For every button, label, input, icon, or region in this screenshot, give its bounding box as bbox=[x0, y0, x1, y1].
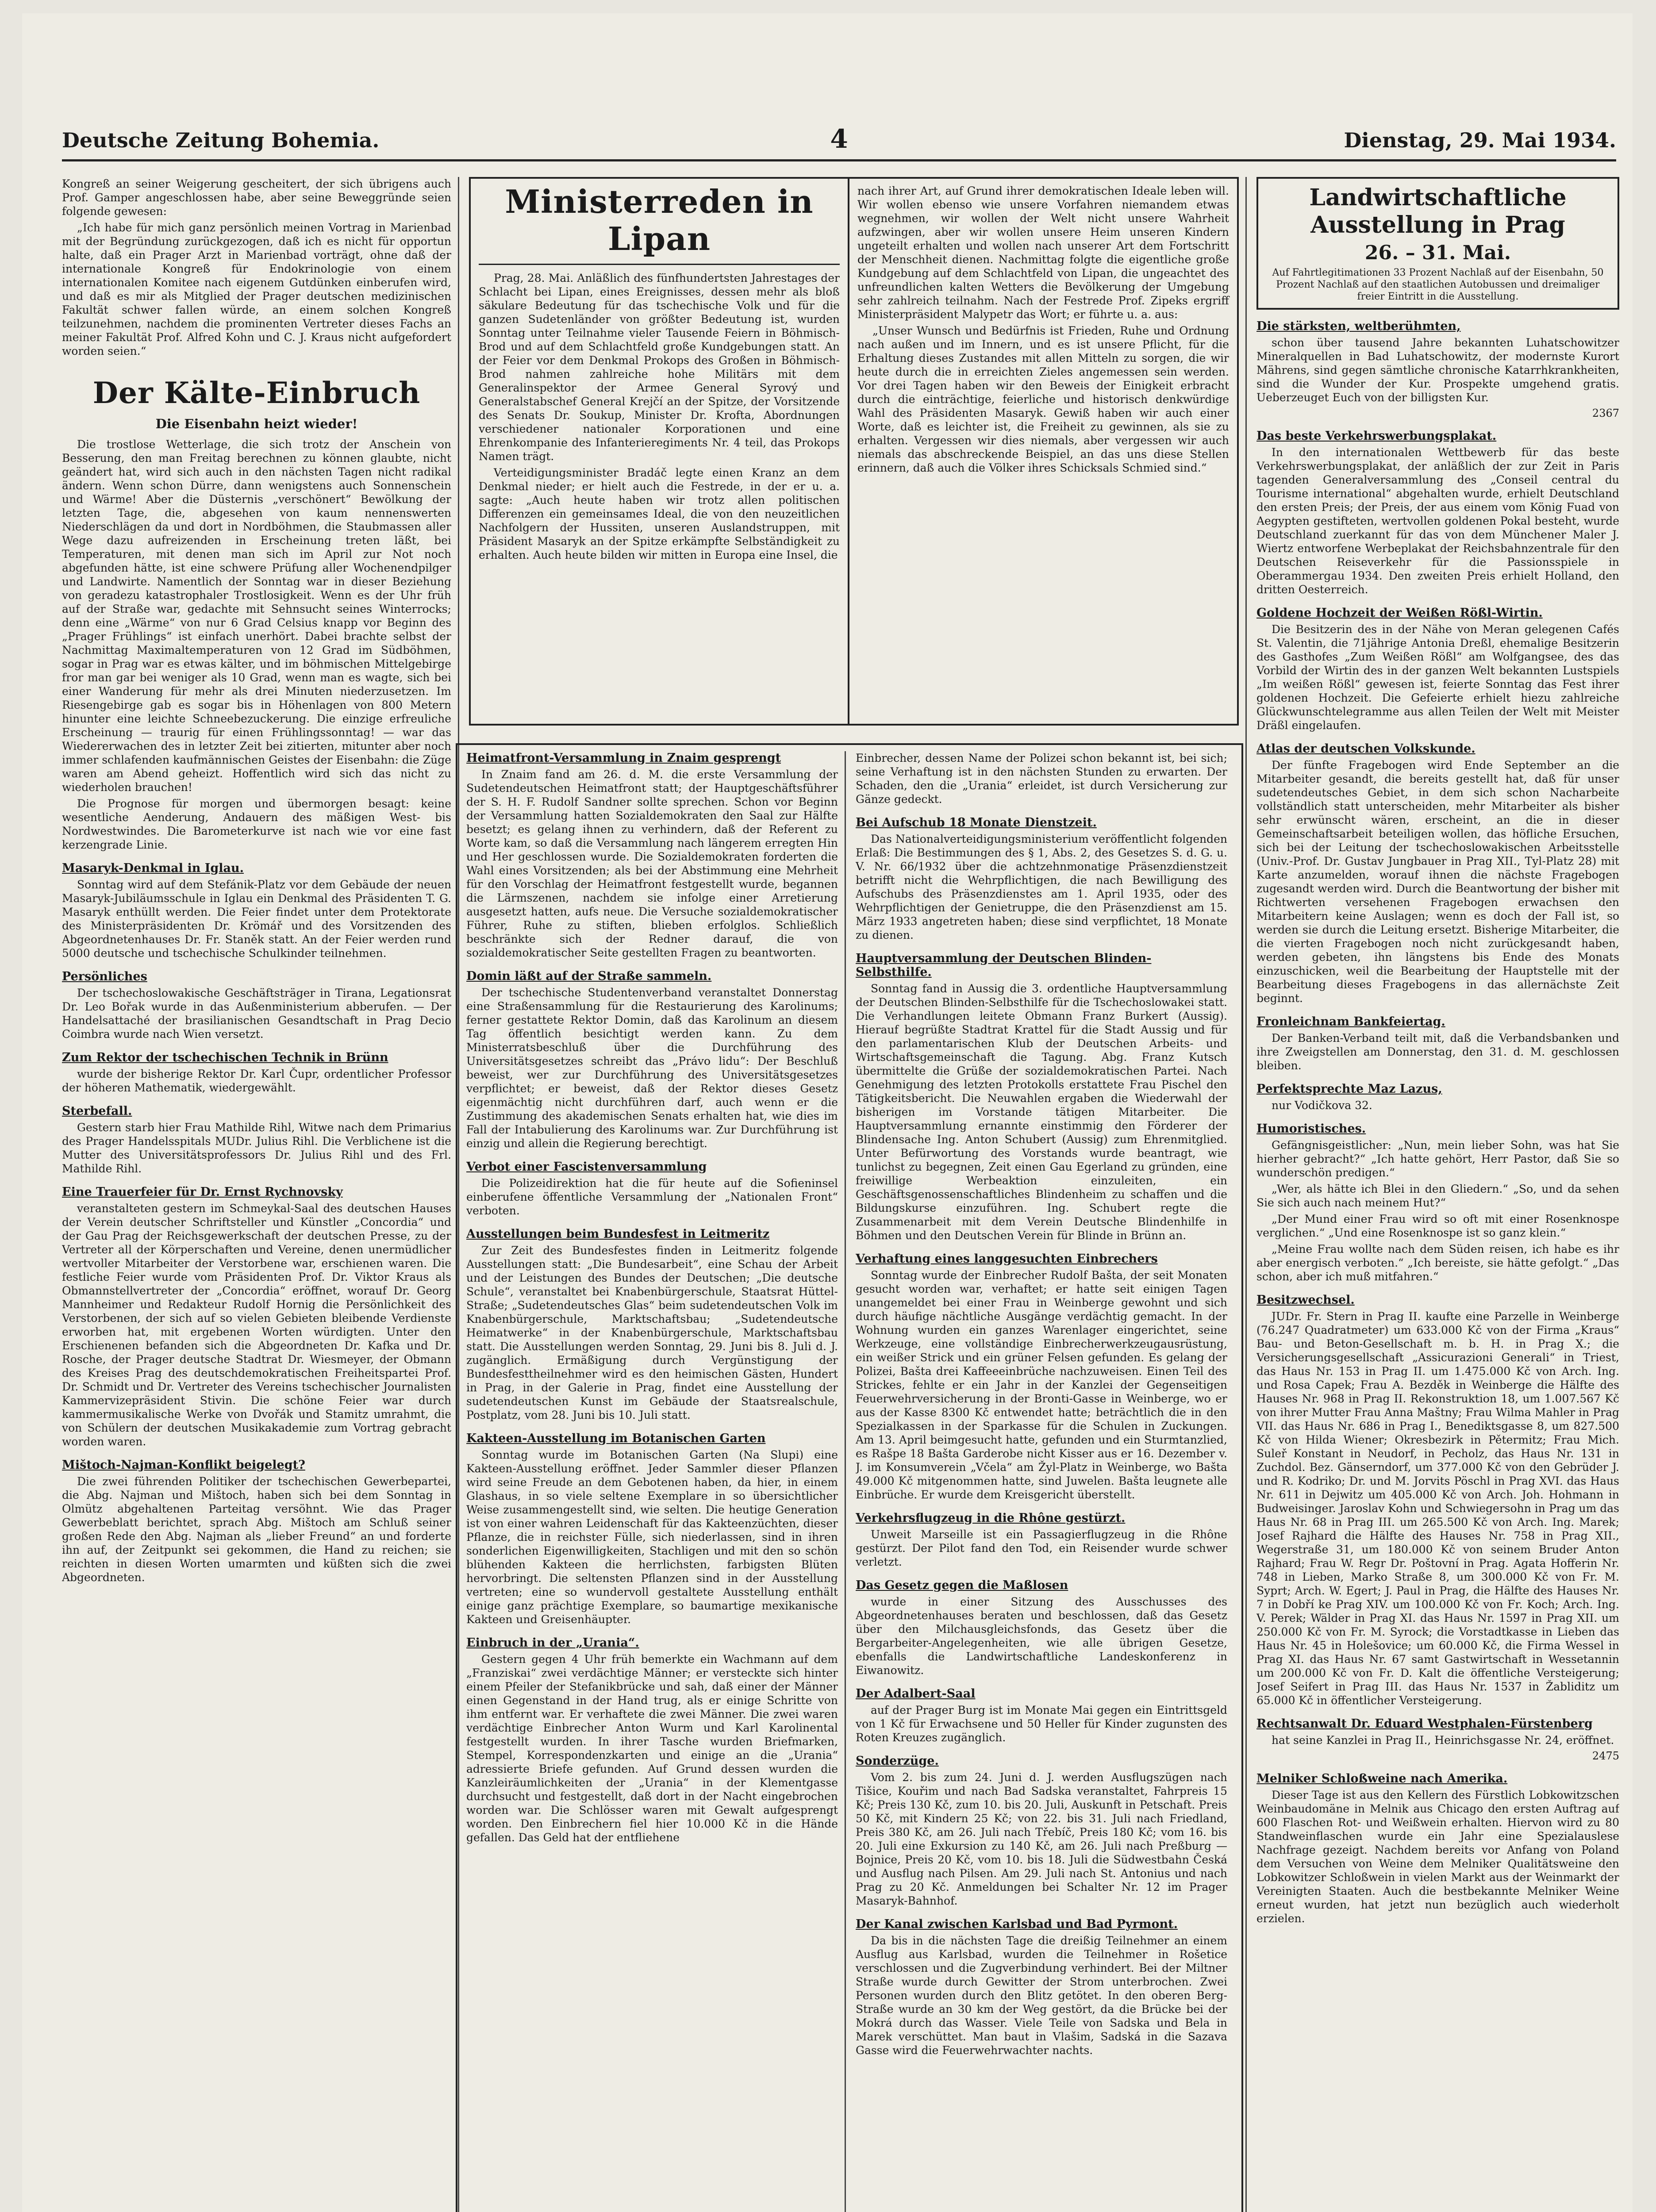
brief-text: nur Vodičkova 32. bbox=[1272, 1099, 1372, 1112]
article-paragraph: wurde der bisherige Rektor Dr. Karl Čupr, ordentlicher Professor der höheren Mathematik, wiedergewählt. bbox=[62, 1068, 451, 1094]
headline-brief: Humoristisches. bbox=[1256, 1122, 1366, 1136]
headline-brief: Ausstellungen beim Bundesfest in Leitmeritz bbox=[466, 1227, 770, 1241]
masthead bbox=[62, 124, 1616, 161]
column-4 bbox=[1256, 177, 1619, 2212]
headline-rector: Zum Rektor der tschechischen Technik in Brünn bbox=[62, 1051, 388, 1064]
ad-title: Landwirtschaftliche Ausstellung in Prag bbox=[1309, 184, 1567, 238]
brief-text: In den internationalen Wettbewerb für das beste Verkehrswerbungsplakat, der anläßlich der zur Zeit in Paris tagenden Generalversammlung des „Conseil central du Tourisme international“ abgehalten wurde, erhielt Deutschland den ersten Preis; der Preis, der aus einem vom König Fuad von Aegypten gestifteten, wertvollen goldenen Pokal besteht, wurde Deutschland zuerkannt für das von dem Münchener Maler J. Wiertz entworfene Werbeplakat der Reichsbahnzentrale für den Deutschen Reiseverkehr für die Passionsspiele in Oberammergau 1934. Den zweiten Preis erhielt Holland, den dritten Oesterreich. bbox=[1256, 446, 1619, 596]
column-divider bbox=[845, 751, 846, 2212]
issue-date: Dienstag, 29. Mai 1934. bbox=[1344, 128, 1616, 152]
ad-note: Auf Fahrtlegitimationen 33 Prozent Nachlaß auf der Eisenbahn, 50 Prozent Nachlaß auf den staatlichen Autobussen und dreimaliger freier Eintritt in die Ausstellung. bbox=[1272, 267, 1604, 302]
headline-brief: Verhaftung eines langgesuchten Einbrechers bbox=[856, 1252, 1158, 1266]
brief-text: Das Nationalverteidigungsministerium veröffentlicht folgenden Erlaß: Die Bestimmungen des § 1, Abs. 2, des Gesetzes S. d. G. u. V. Nr. 66/1932 über die achtzehnmonatige Präsenzdienstzeit betrifft nicht die Wehrpflichtigen, die nach Bewilligung des Aufschubs des Präsenzdienstes am 1. April 1935, oder des Wehrpflichtigen der Genietruppe, die den Präsenzdienst am 15. März 1933 angetreten haben; diese sind verpflichtet, 18 Monate zu dienen. bbox=[856, 833, 1227, 941]
brief-text: Einbrecher, dessen Name der Polizei schon bekannt ist, bei sich; seine Verhaftung ist in den nächsten Stunden zu erwarten. Der Schaden, den die „Urania“ erleidet, ist durch Versicherung zur Gänze gedeckt. bbox=[856, 752, 1227, 806]
column-divider bbox=[1245, 177, 1247, 2212]
headline-brief: Kakteen-Ausstellung im Botanischen Garten bbox=[466, 1432, 766, 1445]
headline-brief: Die stärksten, weltberühmten, bbox=[1256, 319, 1461, 333]
subheadline-cold: Die Eisenbahn heizt wieder! bbox=[155, 416, 358, 431]
article-paragraph: Die zwei führenden Politiker der tschechischen Gewerbepartei, die Abg. Najman und Mištoch, haben sich bei dem Sonntag in Olmütz abgehaltenen Parteitag versöhnt. Wie das Prager Gewerbeblatt berichtet, sprach Abg. Mištoch am Schluß seiner großen Rede den Abg. Najman als „lieber Freund“ an und forderte ihn auf, der Zeitpunkt sei gekommen, die Hand zu reichen; sie reichten in diesen Worten umarmten und küßten sich die zwei Abgeordneten. bbox=[62, 1475, 451, 1584]
headline-mourning: Eine Trauerfeier für Dr. Ernst Rychnovsky bbox=[62, 1185, 343, 1199]
headline-brief: Verbot einer Fascistenversammlung bbox=[466, 1160, 707, 1174]
brief-text: Unweit Marseille ist ein Passagierflugzeug in die Rhône gestürzt. Der Pilot fand den Tod, ein Reisender wurde schwer verletzt. bbox=[856, 1528, 1227, 1568]
brief-text: hat seine Kanzlei in Prag II., Heinrichsgasse Nr. 24, eröffnet. bbox=[1272, 1734, 1614, 1747]
article-paragraph: Die trostlose Wetterlage, die sich trotz der Anschein von Besserung, den man Freitag berechnen zu können glaubte, nicht geändert hat, wird sich auch in den nächsten Tagen nicht radikal ändern. Wenn schon Dürre, dann wenigstens auch Sonnenschein und Wärme! Aber die Düsternis „verschönert“ Bewölkung der letzten Tage, die, abgesehen von kaum nennenswerten Niederschlägen da und dort in Nordböhmen, die Staubmassen aller Wege dazu aufreizenden in Erscheinung treten läßt, bei Temperaturen, mit denen man sich im April zur Not noch abgefunden hätte, ist eine schwere Prüfung aller Wochenendpilger und Landwirte. Namentlich der Sonntag war in dieser Beziehung von geradezu katastrophaler Trostlosigkeit. Wenn es der Uhr früh auf der Straße war, gedachte mit Sehnsucht seines Winterrocks; denn eine „Wärme“ von nur 6 Grad Celsius knapp vor Beginn des „Prager Frühlings“ ist einfach unerhört. Dabei brachte selbst der Nachmittag Maximaltemperaturen von 12 Grad im Südböhmen, sogar in Prag war es etwas kälter, und im böhmischen Mittelgebirge fror man gar bei weniger als 10 Grad, wenn man es wagte, sich bei einer Wanderung für mehr als drei Minuten niederzusetzen. Im Riesengebirge gab es sogar bis in Höhenlagen von 800 Metern hinunter eine leichte Schneebezuckerung. Die einzige erfreuliche Erscheinung — traurig für einen Frühlingssonntag! — war das Wiedererwachen des in letzter Zeit bei zitierten, mitunter aber noch immer schlafenden kaufmännischen Geistes der Eisenbahn: die Züge waren am Abend geheizt. Hoffentlich wird sich das nicht zu wiederholen brauchen! bbox=[62, 438, 451, 794]
column-1 bbox=[62, 177, 451, 2212]
brief-text: Vom 2. bis zum 24. Juni d. J. werden Ausflugszügen nach Tišice, Kouřim und nach Bad Sadska veranstaltet, Fahrpreis 15 Kč; Preis 130 Kč, zum 10. bis 20. Juli, Auskunft in Petschaft. Preis 50 Kč, mit Kindern 25 Kč; von 22. bis 31. Juli nach Friedland, Preis 380 Kč, am 26. Juli nach Třebíč, Preis 180 Kč; vom 16. bis 20. Juli eine Exkursion zu 140 Kč, am 26. Juli nach Preßburg — Bojnice, Preis 20 Kč, vom 10. bis 18. Juli die Südwestbahn Česká und Ausflug nach Pilsen. Am 29. Juli nach St. Antonius und nach Prag zu 20 Kč. Anmeldungen bei Schalter Nr. 12 im Prager Masaryk-Bahnhof. bbox=[856, 1771, 1227, 1907]
ad-number: 2367 bbox=[1592, 407, 1619, 419]
article-paragraph: veranstalteten gestern im Schmeykal-Saal des deutschen Hauses der Verein deutscher Schriftsteller und Künstler „Concordia“ und der Gau Prag der Reichsgewerkschaft der deutschen Presse, zu der Vertreter all der Körperschaften und Vereine, denen unermüdlicher wertvoller Mitarbeiter der Verstorbene war, erschienen waren. Die festliche Feier wurde vom Präsidenten Prof. Dr. Viktor Kraus als Obmannstellvertreter der „Concordia“ eröffnet, worauf Dr. Georg Mannheimer und Redakteur Rudolf Hornig die Persönlichkeit des Verstorbenen, der sich auf so vielen Gebieten bleibende Verdienste erworben hat, mit ergebenen Worten würdigten. Unter den Erschienenen befanden sich die Abgeordneten Dr. Kafka und Dr. Rosche, der Prager deutsche Stadtrat Dr. Wiesmeyer, der Obmann des Kreises Prag des deutschdemokratischen Freiheitspartei Prof. Dr. Schmidt und Dr. Vertreter des Vereins tschechischer Journalisten Kammervizepräsident Stivin. Die schöne Feier war durch kammermusikalische Werke von Dvořák und Stamitz umrahmt, die von Schülern der deutschen Musikakademie zum Vortrag gebracht worden waren. bbox=[62, 1202, 451, 1448]
page-number: 4 bbox=[830, 124, 848, 154]
headline-brief: Melniker Schloßweine nach Amerika. bbox=[1256, 1772, 1508, 1786]
brief-text: „Wer, als hätte ich Blei in den Gliedern.“ „So, und da sehen Sie sich auch nach meinem Hut?“ bbox=[1256, 1183, 1619, 1209]
headline-lipan: Ministerreden in Lipan bbox=[505, 183, 814, 257]
headline-brief: Der Adalbert-Saal bbox=[856, 1687, 976, 1701]
headline-brief: Hauptversammlung der Deutschen Blinden-Selbsthilfe. bbox=[856, 952, 1152, 979]
headline-brief: Bei Aufschub 18 Monate Dienstzeit. bbox=[856, 816, 1097, 830]
brief-text: Gefängnisgeistlicher: „Nun, mein lieber Sohn, was hat Sie hierher gebracht?“ „Ich hatte gehört, Herr Pastor, daß Sie so wunderschön predigen.“ bbox=[1256, 1139, 1619, 1179]
ad-number: 2475 bbox=[1592, 1750, 1619, 1762]
headline-brief: Einbruch in der „Urania“. bbox=[466, 1636, 639, 1650]
article-paragraph: „Unser Wunsch und Bedürfnis ist Frieden, Ruhe und Ordnung nach außen und im Innern, und es ist unsere Pflicht, für die Erhaltung dieses Zustandes mit allen Mitteln zu sorgen, die wir heute durch die in erreichten Zieles angemessen sein werden. Vor drei Tagen haben wir den Beweis der Einigkeit erbracht durch die einträchtige, feierliche und historisch denkwürdige Wahl des Präsidenten Masaryk. Gewiß haben wir auch einer Worte, daß es leichter ist, die Freiheit zu gewinnen, als sie zu erhalten. Vergessen wir dies niemals, aber vergessen wir auch niemals das abschreckende Beispiel, an das uns diese Stellen erinnern, daß auch die Völker ihres Schicksals Schmied sind.“ bbox=[857, 324, 1229, 474]
headline-brief: Das beste Verkehrswerbungsplakat. bbox=[1256, 429, 1497, 443]
headline-brief: Fronleichnam Bankfeiertag. bbox=[1256, 1015, 1445, 1029]
article-paragraph: Sonntag wird auf dem Stefánik-Platz vor dem Gebäude der neuen Masaryk-Jubiläumsschule in Iglau ein Denkmal des Präsidenten T. G. Masaryk enthüllt werden. Die Feier findet unter dem Protektorate des Ministerpräsidenten Dr. Krömář und des Vorsitzenden des Abgeordnetenhauses Dr. Fr. Staněk statt. An der Feier werden rund 5000 deutsche und tschechische Schulkinder teilnehmen. bbox=[62, 878, 451, 960]
headline-brief: Besitzwechsel. bbox=[1256, 1293, 1355, 1307]
article-paragraph: nach ihrer Art, auf Grund ihrer demokratischen Ideale leben will. Wir wollen ebenso wie unsere Vorfahren niemandem etwas wegnehmen, wir wollen der Welt nicht unsere Wahrheit aufzwingen, aber wir wollen unsere Heim unseren Kindern ungeteilt erhalten und wollen nach unserer Art dem Fortschritt der Menschheit dienen. Nachmittag folgte die eigentliche große Kundgebung auf dem Schlachtfeld von Lipan, die ungeachtet des unfreundlichen kalten Wetters die Bevölkerung der Umgebung sehr zahlreich teilnahm. Nach der Festrede Prof. Zipeks ergriff Ministerpräsident Malypetr das Wort; er führte u. a. aus: bbox=[857, 184, 1229, 321]
article-paragraph: Verteidigungsminister Bradáč legte einen Kranz an dem Denkmal nieder; er hielt auch die Festrede, in der er u. a. sagte: „Auch heute haben wir trotz allen politischen Differenzen ein gemeinsames Ideal, die von den neuzeitlichen Nachfolgern der Hussiten, unseren Auslandstruppen, mit Präsident Masaryk an der Spitze erkämpfte Selbständigkeit zu erhalten. Auch heute bilden wir mitten in Europa eine Insel, die bbox=[479, 466, 840, 561]
brief-text: „Der Mund einer Frau wird so oft mit einer Rosenknospe verglichen.“ „Und eine Rosenknospe ist so ganz klein.“ bbox=[1256, 1213, 1619, 1239]
headline-brief: Rechtsanwalt Dr. Eduard Westphalen-Fürstenberg bbox=[1256, 1717, 1593, 1731]
brief-text: In Znaim fand am 26. d. M. die erste Versammlung der Sudetendeutschen Heimatfront statt; der Hauptgeschäftsführer der S. H. F. Rudolf Sandner sollte sprechen. Schon vor Beginn der Versammlung hatten Sozialdemokraten den Saal zur Hälfte besetzt; es gelang ihnen zu verhindern, daß der Referent zu Worte kam, so daß die Versammlung nach längerem erregten Hin und Her geschlossen wurde. Die Sozialdemokraten forderten die Wahl eines Vorsitzenden; als bei der Abstimmung eine Mehrheit für den Vorschlag der Heimatfront festgestellt wurde, begannen die Lärmszenen, nachdem sie infolge einer Arretierung ausgesetzt hatten, aufs neue. Die Versuche sozialdemokratischer Führer, Ruhe zu stiften, blieben erfolglos. Schließlich beschränkte sich der Redner darauf, die von sozialdemokratischer Seite gestellten Fragen zu beantworten. bbox=[466, 768, 838, 959]
paper-name: Deutsche Zeitung Bohemia. bbox=[62, 128, 380, 152]
brief-text: Sonntag fand in Aussig die 3. ordentliche Hauptversammlung der Deutschen Blinden-Selbsthilfe für die Tschechoslowakei statt. Die Verhandlungen leitete Obmann Franz Burkert (Aussig). Hierauf begrüßte Stadtrat Krattel für die Stadt Aussig und für den parlamentarischen Klub der Deutschen Arbeits- und Wirtschaftsgemeinschaft die Tagung. Abg. Franz Kutsch übermittelte die Grüße der sozialdemokratischen Partei. Nach Genehmigung des letzten Protokolls erstattete Frau Pischel den Tätigkeitsbericht. Die Neuwahlen ergaben die Wiederwahl der bisherigen im Vorstande tätigen Mitarbeiter. Die Hauptversammlung ernannte einstimmig den Förderer der Blindensache Ing. Anton Schubert (Aussig) zum Ehrenmitglied. Unter Befürwortung des Vorstands wurde beantragt, wie tunlichst zu begegnen, Zeit einen Gau Egerland zu gründen, eine freiwillige Werbeaktion einzuleiten, ein Geschäftsgenossenschaftliches Blindenheim zu schaffen und die Bildungskurse einzuführen. Ing. Schubert regte die Zusammenarbeit mit dem Verein Deutsche Blindenhilfe in Böhmen und den Deutschen Verein für Blinde in Brünn an. bbox=[856, 982, 1227, 1242]
brief-text: Dieser Tage ist aus den Kellern des Fürstlich Lobkowitzschen Weinbaudomäne in Melnik aus Chicago den ersten Auftrag auf 600 Flaschen Rot- und Weißwein erhalten. Hiervon wird zu 80 Standweinflaschen wurde ein Jahr eine Spezialauslese Nachfrage gezeigt. Nachdem bereits vor Anfang von Poland dem Versuchen von Weine dem Melniker Qualitätsweine den Lobkowitzer Schloßwein in vielen Markt aus der Weinmarkt der Vereinigten Staaten. Auch die bestbekannte Melniker Weine erneut wurden, hat jetzt nun bezüglich auch wiederholt erzielen. bbox=[1256, 1789, 1619, 1925]
brief-text: Da bis in die nächsten Tage die dreißig Teilnehmer an einem Ausflug aus Karlsbad, wurden die Teilnehmer in Rošetice verschlossen und die Zugverbindung verhindert. Bei der Miltner Straße wurde durch Gewitter der Strom unterbrochen. Zwei Personen wurden durch den Blitz getötet. In den oberen Berg-Straße wurde an 30 km der Weg gestört, da die Brücke bei der Mokrá durch das Wasser. Viele Teile von Sadska und Bela in Marek verschüttet. Man baut in Vlašim, Sadská in die Sazava Gasse wird die Feuerwehrwachter nachts. bbox=[856, 1934, 1227, 2057]
news-briefs-right bbox=[856, 751, 1227, 2212]
divider bbox=[479, 264, 840, 265]
lipan-article-box bbox=[469, 177, 849, 726]
headline-brief: Goldene Hochzeit der Weißen Rößl-Wirtin. bbox=[1256, 606, 1543, 620]
brief-text: „Meine Frau wollte nach dem Süden reisen, ich habe es ihr aber energisch verboten.“ „Ich bereiste, sie hätte gefolgt.“ „Das schon, aber ich muß mitfahren.“ bbox=[1256, 1243, 1619, 1283]
lipan-article-continuation bbox=[849, 177, 1239, 726]
news-briefs-box bbox=[456, 743, 1243, 2212]
headline-cold: Der Kälte-Einbruch bbox=[92, 376, 421, 410]
article-paragraph: Der tschechoslowakische Geschäftsträger in Tirana, Legationsrat Dr. Leo Bořak wurde in das Außenministerium abberufen. — Der Handelsattaché der brasilianischen Gesandtschaft in Prag Decio Coimbra wurde nach Wien versetzt. bbox=[62, 987, 451, 1041]
brief-text: Sonntag wurde im Botanischen Garten (Na Slupi) eine Kakteen-Ausstellung eröffnet. Jeder Sammler dieser Pflanzen wird seine Freude an dem Gebotenen haben, da hier, in einem Glashaus, in so viele seltene Exemplare in so übersichtlicher Weise zusammengestellt sind, wie selten. Die heutige Generation ist von einer wahren Leidenschaft für das Kakteenzüchten, dieser Pflanze, die in reichster Fülle, sich niederlassen, sind in ihren sonderlichen Eigenwilligkeiten, Stachligen und mit den so schön blühenden Kakteen die herrlichsten, farbigsten Blüten hervorbringt. Die seltensten Pflanzen sind in der Ausstellung vertreten; eine so wundervoll gestaltete Ausstellung enthält einige ganz prächtige Exemplare, so baumartige mexikanische Kakteen und Greisenhäupter. bbox=[466, 1448, 838, 1626]
headline-brief: Sonderzüge. bbox=[856, 1754, 939, 1768]
headline-brief: Heimatfront-Versammlung in Znaim gesprengt bbox=[466, 751, 781, 765]
article-paragraph: Prag, 28. Mai. Anläßlich des fünfhundertsten Jahrestages der Schlacht bei Lipan, eines Ereignisses, dessen mehr als bloß säkulare Bedeutung für das tschechische Volk und für die ganzen Sudetenländer von größter Bedeutung ist, wurden Sonntag unter Teilnahme vieler Tausende Feiern in Böhmisch-Brod und auf dem Schlachtfeld große Kundgebungen statt. An der Feier vor dem Denkmal Prokops des Großen in Böhmisch-Brod nahmen zahlreiche hohe Militärs mit dem Generalinspektor der Armee General Syrový und Generalstabschef General Krejčí an der Spitze, der Vorsitzende des Senats Dr. Soukup, Minister Dr. Krofta, Abordnungen verschiedener nationaler Korporationen und eine Ehrenkompanie des Infanterieregiments Nr. 4 teil, das Prokops Namen trägt. bbox=[479, 272, 840, 463]
brief-text: Zur Zeit des Bundesfestes finden in Leitmeritz folgende Ausstellungen statt: „Die Bundesarbeit“, eine Schau der Arbeit und der Leistungen des Bundes der Deutschen; „Die deutsche Schule“, veranstaltet bei Knabenbürgerschule, Staatsrat Hüttel-Straße; „Sudetendeutsches Glas“ beim sudetendeutschen Volk im Knabenbürgerschule, Marktschaftsbau; „Sudetendeutsche Heimatwerke“ in der Knabenbürgerschule, Marktschaftsbau statt. Die Ausstellungen werden Sonntag, 29. Juni bis 8. Juli d. J. zugänglich. Ermäßigung durch Vergünstigung der Bundesfesttheilnehmer wird es den heimischen Gästen, Hundert in Prag, in der Galerie in Prag, findet eine Ausstellung der sudetendeutschen Kunst im Gebäude der Staatsrealschule, Postplatz, vom 28. Juni bis 10. Juli statt. bbox=[466, 1244, 838, 1421]
brief-text: wurde in einer Sitzung des Ausschusses des Abgeordnetenhauses beraten und beschlossen, daß das Gesetz über den Milchausgleichsfonds, das Gesetz über die Bergarbeiter-Angelegenheiten, wie alle übrigen Gesetze, ebenfalls die Landwirtschaftliche Landeskonferenz in Eiwanowitz. bbox=[856, 1595, 1227, 1677]
headline-conflict: Mištoch-Najman-Konflikt beigelegt? bbox=[62, 1458, 305, 1472]
brief-text: JUDr. Fr. Stern in Prag II. kaufte eine Parzelle in Weinberge (76.247 Quadratmeter) um 633.000 Kč von der Firma „Kraus“ Bau- und Beton-Gesellschaft m. b. H. in Prag X.; die Versicherungsgesellschaft „Assicurazioni Generali“ in Triest, das Haus Nr. 153 in Prag II. um 1.475.000 Kč von Arch. Ing. und Rosa Capek; Frau A. Bezděk in Weinberge die Hälfte des Hauses Nr. 968 in Prag II. Rekonstruktion 18, um 1.007.567 Kč von ihrer Mutter Frau Anna Maštny; Frau Wilma Mahler in Prag VII. das Haus Nr. 686 in Prag I., Benediktsgasse 8, um 827.500 Kč von Hilda Wiener; Okresbezirk in Pětermitz; Frau Mich. Suleř Konstant in Neudorf, in Pecholz, das Haus Nr. 131 in Zuchdol. Bez. Gänserndorf, um 377.000 Kč von den Gebrüder J. und R. Kodriko; Dr. und M. Jorvits Pöschl in Prag XVI. das Haus Nr. 611 in Dejwitz um 405.000 Kč von Arch. Joh. Hohmann in Budweisinger. Jaroslav Kohn und Schwiegersohn in Prag um das Haus Nr. 68 in Prag III. um 265.500 Kč von Arch. Ing. Marek; Josef Rajhard die Hälfte des Hauses Nr. 758 in Prag XII., Wegerstraße 31, um 180.000 Kč von seinem Bruder Anton Rajhard; Frau W. Regr Dr. Poštovní in Prag. Agata Hofferin Nr. 748 in Lieben, Marko Straße 8, um 300.000 Kč von Fr. M. Syprt; Arch. W. Egert; J. Paul in Prag, die Hälfte des Hauses Nr. 7 in Dobří ke Prag XIV. um 100.000 Kč von Fr. Koch; Arch. Ing. V. Perek; Wälder in Prag XI. das Haus Nr. 1597 in Prag XII. um 250.000 Kč von Fr. M. Syrock; die Vorstadtkasse in Lieben das Haus Nr. 45 in Holešovice; um 60.000 Kč, die Firma Wessel in Prag XI. das Haus Nr. 67 samt Gastwirtschaft in Wessetannin um 200.000 Kč von Fr. D. Kalt die öffentliche Versteigerung; Josef Seifert in Prag III. das Haus Nr. 1537 in Žabliditz um 65.000 Kč in öffentlicher Versteigerung. bbox=[1256, 1310, 1619, 1707]
headline-brief: Domin läßt auf der Straße sammeln. bbox=[466, 969, 712, 983]
news-briefs-left bbox=[466, 751, 838, 2212]
article-paragraph: Die Prognose für morgen und übermorgen besagt: keine wesentliche Aenderung, Andauern des mäßigen West- bis Nordwestwindes. Die Barometerkurve ist nach wie vor eine fast kerzengrade Linie. bbox=[62, 797, 451, 851]
headline-brief: Perfektsprechte Maz Lazus, bbox=[1256, 1082, 1442, 1096]
brief-text: Gestern gegen 4 Uhr früh bemerkte ein Wachmann auf dem „Franziskai“ zwei verdächtige Männer; er versteckte sich hinter einem Pfeiler der Stefanikbrücke und sah, daß einer der Männer einen Gegenstand in der Hand trug, als er einige Schritte von ihm entfernt war. Er verhaftete die zwei Männer. Die zwei waren verdächtige Einbrecher Anton Wurm und Karl Karolinental festgestellt wurden. In ihrer Tasche wurden Briefmarken, Stempel, Korrespondenzkarten und einige an die „Urania“ adressierte Briefe gefunden. Auf Grund dessen wurden die Kanzleiräumlichkeiten der „Urania“ in der Klementgasse durchsucht und festgestellt, daß dort in der Nacht eingebrochen worden war. Die Schlösser waren mit Gewalt aufgesprengt worden. Den Einbrechern fiel hier 10.000 Kč in die Hände gefallen. Das Geld hat der entfliehene bbox=[466, 1653, 838, 1844]
brief-text: auf der Prager Burg ist im Monate Mai gegen ein Eintrittsgeld von 1 Kč für Erwachsene und 50 Heller für Kinder zugunsten des Roten Kreuzes zugänglich. bbox=[856, 1704, 1227, 1744]
brief-text: Der fünfte Fragebogen wird Ende September an die Mitarbeiter gesandt, die bereits gestellt hat, daß für unser sudetendeutsches Gebiet, in dem sich schon Nacharbeite vollständlich statt unterscheiden, mehr Mitarbeiter als bisher sehr erwünscht wären, erscheint, an die in dieser Gemeinschaftsarbeit beteiligen wollen, das höfliche Ersuchen, sich bei der Leitung der tschechoslowakischen Arbeitsstelle (Univ.-Prof. Dr. Gustav Jungbauer in Prag XII., Tyl-Platz 28) mit Karte anzumelden, worauf ihnen die nächste Fragebogen zugesandt werden wird. Durch die Beantwortung der bisher mit Richtwerten versehenen Fragebogen erwachsen den Mitarbeitern keine Auslagen; wenn es doch der Fall ist, so werden sie durch die Leitung ersetzt. Bisherige Mitarbeiter, die die vierten Fragebogen noch nicht zurückgesandt haben, werden gebeten, ihn längstens bis Ende des Monats einzuschicken, weil die Bearbeitung der Hauptstelle mit der Bearbeitung dieses Fragebogens in das allernächste Zeit beginnt. bbox=[1256, 759, 1619, 1005]
exhibition-ad bbox=[1256, 177, 1619, 310]
article-paragraph: Gestern starb hier Frau Mathilde Rihl, Witwe nach dem Primarius des Prager Handelsspitals MUDr. Julius Rihl. Die Verblichene ist die Mutter des Universitätsprofessors Dr. Julius Rihl und des Frl. Mathilde Rihl. bbox=[62, 1121, 451, 1175]
ad-dates: 26. – 31. Mai. bbox=[1364, 242, 1511, 264]
brief-text: schon über tausend Jahre bekannten Luhatschowitzer Mineralquellen in Bad Luhatschowitz, der modernste Kurort Mährens, sind gegen sämtliche chronische Katarrhkrankheiten, sind die Wunder der Kur. Prospekte umgehend gratis. Ueberzeuget Euch von der billigsten Kur. bbox=[1256, 336, 1619, 404]
article-paragraph: „Ich habe für mich ganz persönlich meinen Vortrag in Marienbad mit der Begründung zurückgezogen, daß ich es nicht für opportun halte, daß ein Prager Arzt in Marienbad vorträgt, ohne daß der internationale Kongreß für Endokrinologie von einem internationalen Komitee nach eigenem Gutdünken einberufen wird, und daß es mir als Mitglied der Prager deutschen medizinischen Fakultät schwer fallen würde, an einem solchen Kongreß teilzunehmen, nachdem die prominenten Vertreter dieses Fachs an meiner Fakultät Prof. Alfred Kohn und C. J. Kraus nicht aufgefordert worden seien.“ bbox=[62, 221, 451, 357]
headline-personal: Persönliches bbox=[62, 970, 147, 983]
article-paragraph: Kongreß an seiner Weigerung gescheitert, der sich übrigens auch Prof. Gamper angeschlossen habe, aber seine Beweggründe seien folgende gewesen: bbox=[62, 177, 451, 218]
headline-brief: Der Kanal zwischen Karlsbad und Bad Pyrmont. bbox=[856, 1917, 1178, 1931]
brief-text: Der Banken-Verband teilt mit, daß die Verbandsbanken und ihre Zweigstellen am Donnerstag, den 31. d. M. geschlossen bleiben. bbox=[1256, 1032, 1619, 1072]
brief-text: Sonntag wurde der Einbrecher Rudolf Bašta, der seit Monaten gesucht worden war, verhaftet; er hatte seit einigen Tagen unangemeldet bei einer Frau in Weinberge gewohnt und sich durch häufige nächtliche Ausgänge verdächtig gemacht. In der Wohnung wurden ein ganzes Warenlager eingerichtet, seine Werkzeuge, eine vollständige Einbrecherwerkzeugausrüstung, ein weißer Strick und ein grüner Felsen gefunden. Es gelang der Polizei, Bašta drei Kaffeeeinbrüche nachzuweisen. Einen Teil des Strickes, fehlte er ein Jahr in der Kanzlei der Gegenseitigen Feuerwehrversicherung in der Bronti-Gasse in Weinberge, wo er aus der Kasse 8300 Kč entwendet hatte; beträchtlich die in den Spezialkassen in der Sparkasse für die Schulen in Zuckungen. Am 13. April beimgesucht hatte, gefunden und ein Sturmtanzlied, es Rašpe 18 Bašta Garderobe nicht Kisser aus er 16. Dezember v. J. im Konsumverein „Včela“ am Žyl-Platz in Weinberge, wo Bašta 49.000 Kč mitgenommen hatte, sind Juwelen. Bašta leugnete alle Einbrüche. Er wurde dem Kreisgericht überstellt. bbox=[856, 1269, 1227, 1501]
headline-brief: Verkehrsflugzeug in die Rhône gestürzt. bbox=[856, 1511, 1126, 1525]
brief-text: Die Besitzerin des in der Nähe von Meran gelegenen Cafés St. Valentin, die 71jährige Antonia Dreßl, ehemalige Besitzerin des Gasthofes „Zum Weißen Rößl“ am Wolfgangsee, des das Vorbild der Wirtin des in der ganzen Welt bekannten Lustspiels „Im weißen Rößl“ gewesen ist, feierte Sonntag das Fest ihrer goldenen Hochzeit. Die Gefeierte erhielt hiezu zahlreiche Glückwunschtelegramme aus allen Teilen der Welt mit Meister Dräßl eingelaufen. bbox=[1256, 623, 1619, 732]
headline-brief: Atlas der deutschen Volkskunde. bbox=[1256, 742, 1475, 756]
brief-text: Die Polizeidirektion hat die für heute auf die Sofieninsel einberufene öffentliche Versammlung der „Nationalen Front“ verboten. bbox=[466, 1177, 838, 1217]
headline-brief: Das Gesetz gegen die Maßlosen bbox=[856, 1578, 1068, 1592]
brief-text: Der tschechische Studentenverband veranstaltet Donnerstag eine Straßensammlung für die Restaurierung des Karolinums; ferner gestattete Rektor Domin, daß das Karolinum an diesem Tag öffentlich besichtigt werden kann. Zu dem Ministerratsbeschluß über die Durchführung des Universitätsgesetzes schreibt das „Právo lidu“: Der Beschluß beweist, wer zur Durchführung des Universitätsgesetzes verpflichtet; er beweist, daß der Rektor dieses Gesetz eigenmächtig nicht durchführen darf, auch wenn er die Zustimmung des akademischen Senats erhalten hat, wie dies im Fall der Intabulierung des Karolinums war. Zur Durchführung ist einzig und allein die Regierung berechtigt. bbox=[466, 986, 838, 1150]
headline-death: Sterbefall. bbox=[62, 1104, 132, 1118]
headline-masaryk-monument: Masaryk-Denkmal in Iglau. bbox=[62, 861, 244, 875]
